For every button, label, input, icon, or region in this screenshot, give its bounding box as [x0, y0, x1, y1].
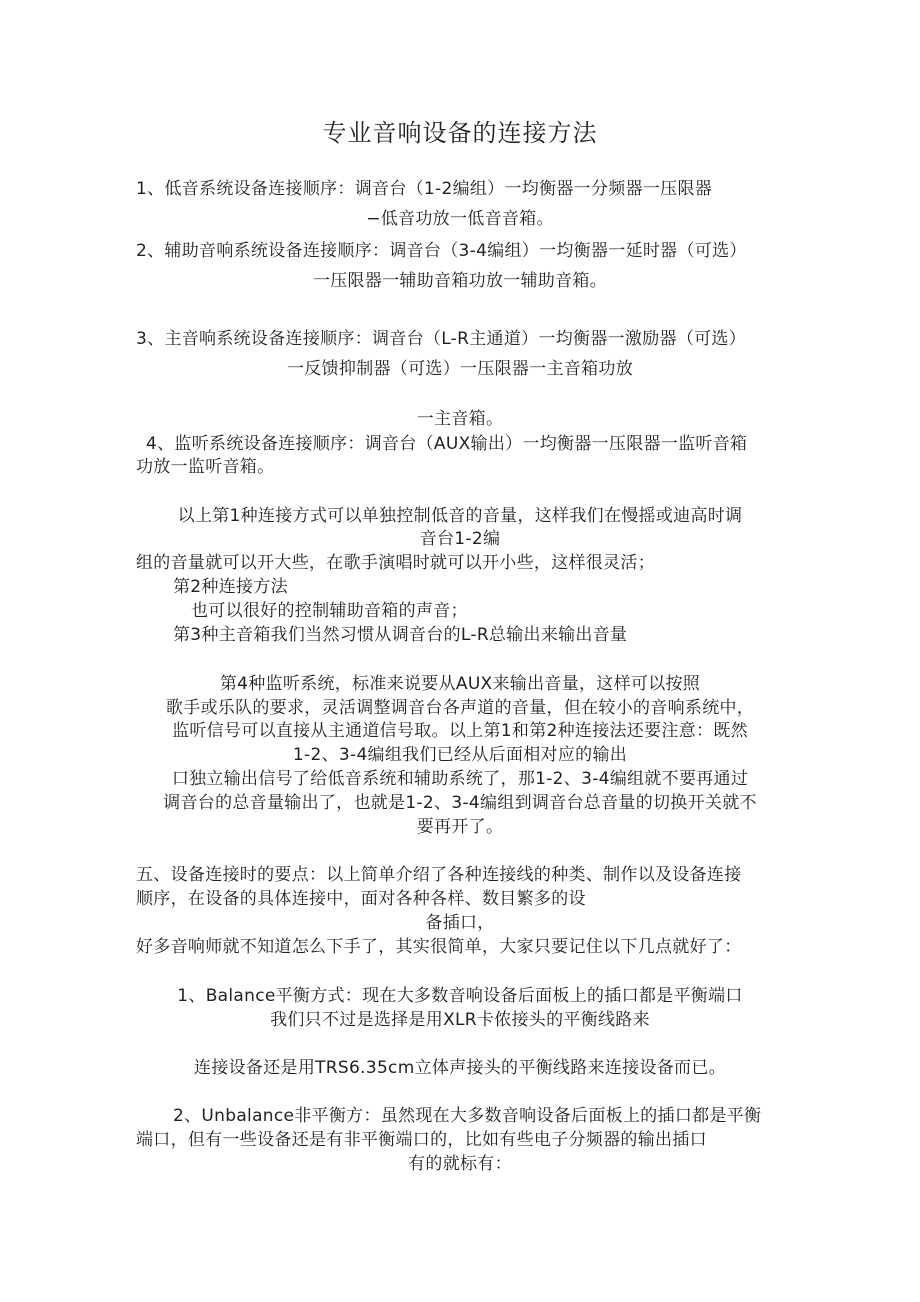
paragraph-line: 连接设备还是用TRS6.35cm立体声接头的平衡线路来连接设备而已。	[194, 1058, 726, 1078]
paragraph-line: 组的音量就可以开大些，在歌手演唱时就可以开小些，这样很灵活；	[136, 553, 655, 573]
paragraph-line: 端口，但有一些设备还是有非平衡端口的，比如有些电子分频器的输出插口	[136, 1130, 707, 1150]
paragraph-line: 备插口，	[425, 913, 495, 933]
paragraph-line: 有的就标有：	[408, 1154, 512, 1174]
paragraph-line: 一反馈抑制器（可选）一压限器一主音箱功放	[287, 359, 633, 379]
paragraph-line: 2、辅助音响系统设备连接顺序：调音台（3-4编组）一均衡器一延时器（可选）	[136, 241, 747, 261]
paragraph-line: 歌手或乐队的要求，灵活调整调音台各声道的音量，但在较小的音响系统中，	[165, 698, 755, 718]
paragraph-line: 第4种监听系统，标准来说要从AUX来输出音量，这样可以按照	[219, 674, 701, 694]
paragraph-line: 1-2、3-4编组我们已经从后面相对应的输出	[292, 745, 628, 765]
paragraph-line: 1、Balance平衡方式：现在大多数音响设备后面板上的插口都是平衡端口	[177, 986, 743, 1006]
paragraph-line: 功放一监听音箱。	[136, 457, 275, 477]
paragraph-line: 第3种主音箱我们当然习惯从调音台的L-R总输出来输出音量	[173, 625, 628, 645]
paragraph-line: 以上第1种连接方式可以单独控制低音的音量，这样我们在慢摇或迪高时调	[177, 506, 743, 526]
paragraph-line: 一主音箱。	[416, 409, 504, 429]
paragraph-line: 3、主音响系统设备连接顺序：调音台（L-R主通道）一均衡器一激励器（可选）	[136, 329, 747, 349]
paragraph-line: 1、低音系统设备连接顺序：调音台（1-2编组）一均衡器一分频器一压限器	[136, 179, 713, 199]
paragraph-line: 好多音响师就不知道怎么下手了，其实很简单，大家只要记住以下几点就好了：	[136, 937, 742, 957]
paragraph-line: 我们只不过是选择是用XLR卡侬接头的平衡线路来	[270, 1010, 650, 1030]
paragraph-line: 口独立输出信号了给低音系统和辅助系统了，那1-2、3-4编组就不要再通过	[171, 769, 749, 789]
paragraph-line: 4、监听系统设备连接顺序：调音台（AUX输出）一均衡器一压限器一监听音箱	[146, 434, 748, 454]
paragraph-line: 也可以很好的控制辅助音箱的声音；	[191, 601, 468, 621]
document-title: 专业音响设备的连接方法	[322, 119, 598, 147]
paragraph-line: 监听信号可以直接从主通道信号取。以上第1和第2种连接法还要注意：既然	[172, 721, 748, 741]
paragraph-line: 五、设备连接时的要点：以上简单介绍了各种连接线的种类、制作以及设备连接	[136, 865, 742, 885]
paragraph-line: 要再开了。	[416, 817, 504, 837]
paragraph-line: −低音功放一低音音箱。	[366, 209, 554, 229]
paragraph-line: 音台1-2编	[419, 529, 501, 549]
paragraph-line: 第2种连接方法	[173, 577, 288, 597]
paragraph-line: 一压限器一辅助音箱功放一辅助音箱。	[312, 271, 608, 291]
paragraph-line: 调音台的总音量输出了，也就是1-2、3-4编组到调音台总音量的切换开关就不	[163, 793, 757, 813]
paragraph-line: 顺序，在设备的具体连接中，面对各种各样、数目繁多的设	[136, 889, 586, 909]
paragraph-line: 2、Unbalance非平衡方：虽然现在大多数音响设备后面板上的插口都是平衡	[173, 1106, 762, 1126]
